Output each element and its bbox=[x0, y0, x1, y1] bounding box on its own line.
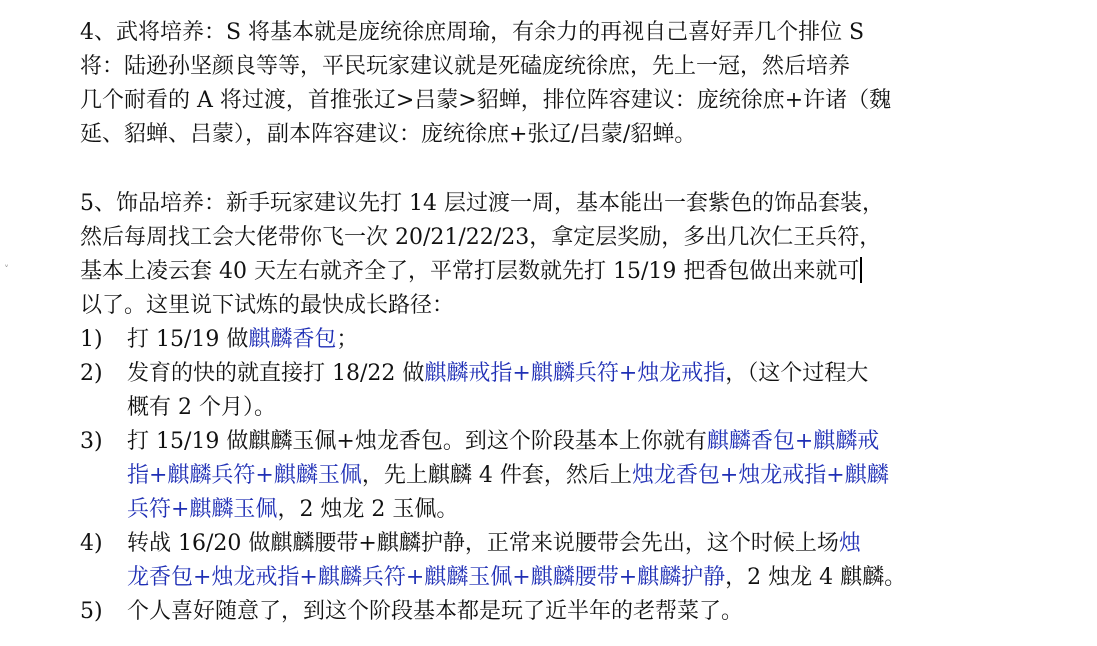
margin-marker-icon: ˅ bbox=[4, 265, 9, 276]
item-text: 转战 16/20 做麒麟腰带+麒麟护静，正常来说腰带会先出，这个时候上场 bbox=[127, 531, 839, 556]
list-number: 3) bbox=[80, 429, 103, 454]
text-line bbox=[80, 255, 985, 289]
paragraph-4-hero-training bbox=[80, 16, 985, 152]
item-text: 个人喜好随意了，到这个阶段基本都是玩了近半年的老帮菜了。 bbox=[127, 599, 744, 624]
item-text: ； bbox=[336, 327, 359, 352]
highlight-text: 指+麒麟兵符+麒麟玉佩 bbox=[127, 463, 362, 488]
list-item bbox=[80, 527, 985, 595]
list-number: 5) bbox=[80, 599, 103, 624]
item-text: ，2 烛龙 2 玉佩。 bbox=[277, 497, 459, 522]
text-line: 然后每周找工会大佬带你飞一次 20/21/22/23，拿定层奖励，多出几次仁王兵符， bbox=[80, 225, 882, 250]
text-line-content: 基本上凌云套 40 天左右就齐全了，平常打层数就先打 15/19 把香包做出来就可 bbox=[80, 259, 860, 284]
text-cursor bbox=[860, 257, 862, 283]
highlight-text: 麒麟香包+麒麟戒 bbox=[706, 429, 880, 454]
text-line: 几个耐看的 A 将过渡，首推张辽>吕蒙>貂蝉，排位阵容建议：庞统徐庶+许诸（魏 bbox=[80, 88, 892, 113]
list-item bbox=[80, 323, 985, 357]
highlight-text: 麒麟戒指+麒麟兵符+烛龙戒指 bbox=[424, 361, 726, 386]
growth-path-list bbox=[80, 323, 985, 629]
text-line: 4、武将培养：S 将基本就是庞统徐庶周瑜，有余力的再视自己喜好弄几个排位 S bbox=[80, 20, 865, 45]
highlight-text: 龙香包+烛龙戒指+麒麟兵符+麒麟玉佩+麒麟腰带+麒麟护静 bbox=[127, 565, 726, 590]
text-line: 延、貂蝉、吕蒙），副本阵容建议：庞统徐庶+张辽/吕蒙/貂蝉。 bbox=[80, 122, 697, 147]
item-text: ，2 烛龙 4 麒麟。 bbox=[725, 565, 907, 590]
item-text: 打 15/19 做麒麟玉佩+烛龙香包。到这个阶段基本上你就有 bbox=[127, 429, 707, 454]
highlight-text: 烛 bbox=[838, 531, 861, 556]
list-number: 4) bbox=[80, 531, 103, 556]
item-text: 概有 2 个月）。 bbox=[127, 395, 276, 420]
list-item bbox=[80, 357, 985, 425]
text-line: 将：陆逊孙坚颜良等等，平民玩家建议就是死磕庞统徐庶，先上一冠，然后培养 bbox=[80, 54, 851, 79]
item-text: ，先上麒麟 4 件套，然后上 bbox=[361, 463, 632, 488]
item-text: ，（这个过程大 bbox=[725, 361, 869, 386]
highlight-text: 烛龙香包+烛龙戒指+麒麟 bbox=[631, 463, 889, 488]
highlight-text: 麒麟香包 bbox=[248, 327, 337, 352]
text-line: 以了。这里说下试炼的最快成长路径： bbox=[80, 293, 455, 318]
list-number: 2) bbox=[80, 361, 103, 386]
text-line: 5、饰品培养：新手玩家建议先打 14 层过渡一周，基本能出一套紫色的饰品套装， bbox=[80, 191, 884, 216]
list-number: 1) bbox=[80, 327, 103, 352]
list-item bbox=[80, 425, 985, 527]
item-text: 打 15/19 做 bbox=[127, 327, 249, 352]
paragraph-5-accessory-training bbox=[80, 187, 985, 323]
item-text: 发育的快的就直接打 18/22 做 bbox=[127, 361, 425, 386]
highlight-text: 兵符+麒麟玉佩 bbox=[127, 497, 278, 522]
list-item bbox=[80, 595, 985, 629]
